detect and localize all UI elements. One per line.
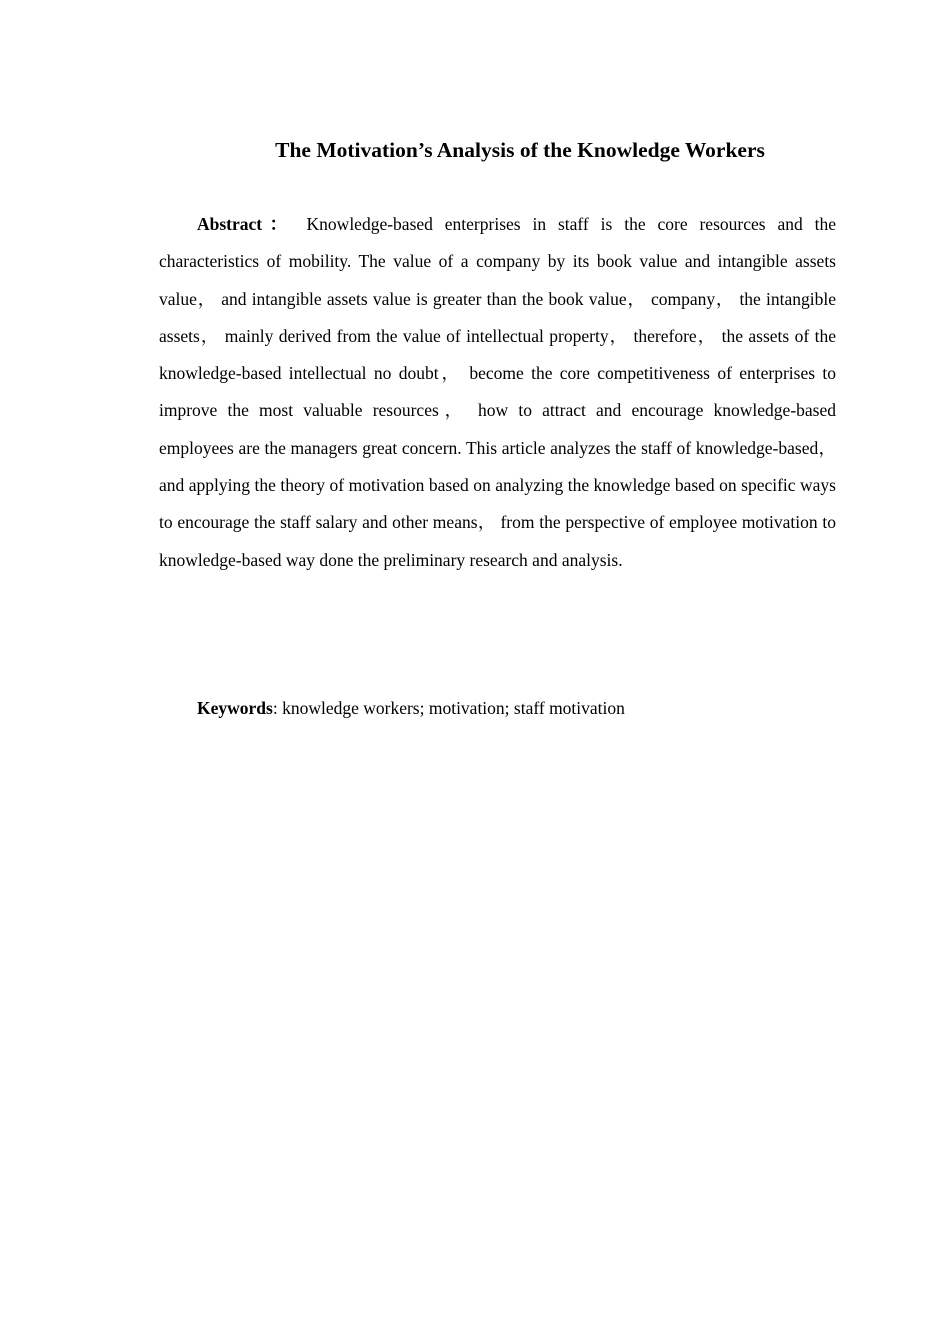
keywords-text: knowledge workers; motivation; staff motivation xyxy=(282,698,625,718)
keywords-separator: : xyxy=(272,698,283,718)
abstract-text: Knowledge-based enterprises in staff is the core resources and the characteristics of mobility. The value of a company by its book value and intangible assets value， and intangible assets value is greater than the book value， company， the intangible assets， mainly derived from the value of intellectual property， therefore， the assets of the knowledge-based intellectual no doubt， become the core competitiveness of enterprises to improve the most valuable resources， how to attract and encourage knowledge-based employees are the managers great concern. This article analyzes the staff of knowledge-based， and applying the theory of motivation based on analyzing the knowledge based on specific ways to encourage the staff salary and other means， from the perspective of employee motivation to knowledge-based way done the preliminary research and analysis. xyxy=(159,214,836,570)
abstract-label: Abstract： xyxy=(197,214,295,234)
keywords-line xyxy=(197,692,837,724)
keywords-label: Keywords xyxy=(197,698,273,718)
abstract-paragraph xyxy=(159,206,836,579)
page-title: The Motivation’s Analysis of the Knowledge Workers xyxy=(275,138,765,162)
